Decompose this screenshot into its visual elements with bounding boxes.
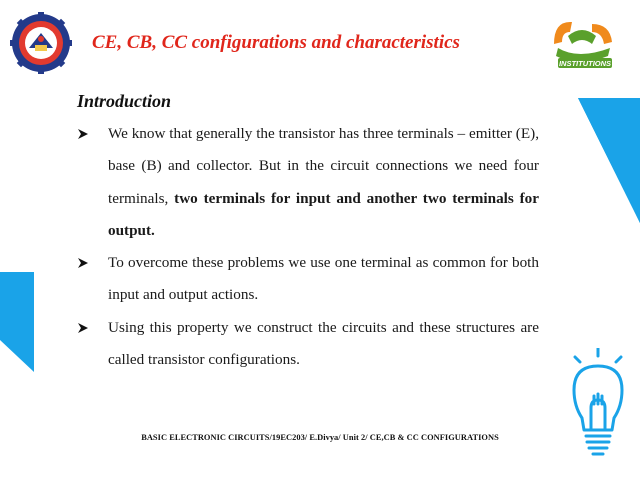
bullet-item xyxy=(77,247,539,312)
arrowhead-bullet-icon xyxy=(77,312,91,344)
left-accent-triangle xyxy=(0,272,34,372)
bullet-item xyxy=(77,312,539,377)
bullet-text-bold: two terminals for input and another two terminals for output. xyxy=(108,189,540,239)
bullet-text xyxy=(108,247,539,312)
college-emblem-icon xyxy=(10,12,72,74)
light-bulb-icon xyxy=(568,348,628,470)
slide-title: CE, CB, CC configurations and characteristics xyxy=(92,32,460,53)
arrowhead-bullet-icon xyxy=(77,247,91,279)
sns-institutions-logo xyxy=(548,14,618,72)
slide-footer: BASIC ELECTRONIC CIRCUITS/19EC203/ E.Divya/ Unit 2/ CE,CB & CC CONFIGURATIONS xyxy=(141,433,499,442)
bullet-text-plain: To overcome these problems we use one terminal as common for both input and output actions. xyxy=(108,254,539,304)
section-heading: Introduction xyxy=(77,91,172,111)
bullet-text-plain: We know that generally the transistor has three terminals – emitter (E), base (B) and collector. But in the circuit connections we need four terminals, xyxy=(108,125,539,207)
bullet-text xyxy=(108,118,539,247)
arrowhead-bullet-icon xyxy=(77,118,91,150)
right-accent-triangle xyxy=(578,98,640,223)
bullet-list xyxy=(77,118,539,376)
bullet-item xyxy=(77,118,539,247)
bullet-text xyxy=(108,312,539,377)
bullet-text-plain: Using this property we construct the circuits and these structures are called transistor configurations. xyxy=(108,318,539,369)
logo-text: INSTITUTIONS xyxy=(558,59,612,68)
